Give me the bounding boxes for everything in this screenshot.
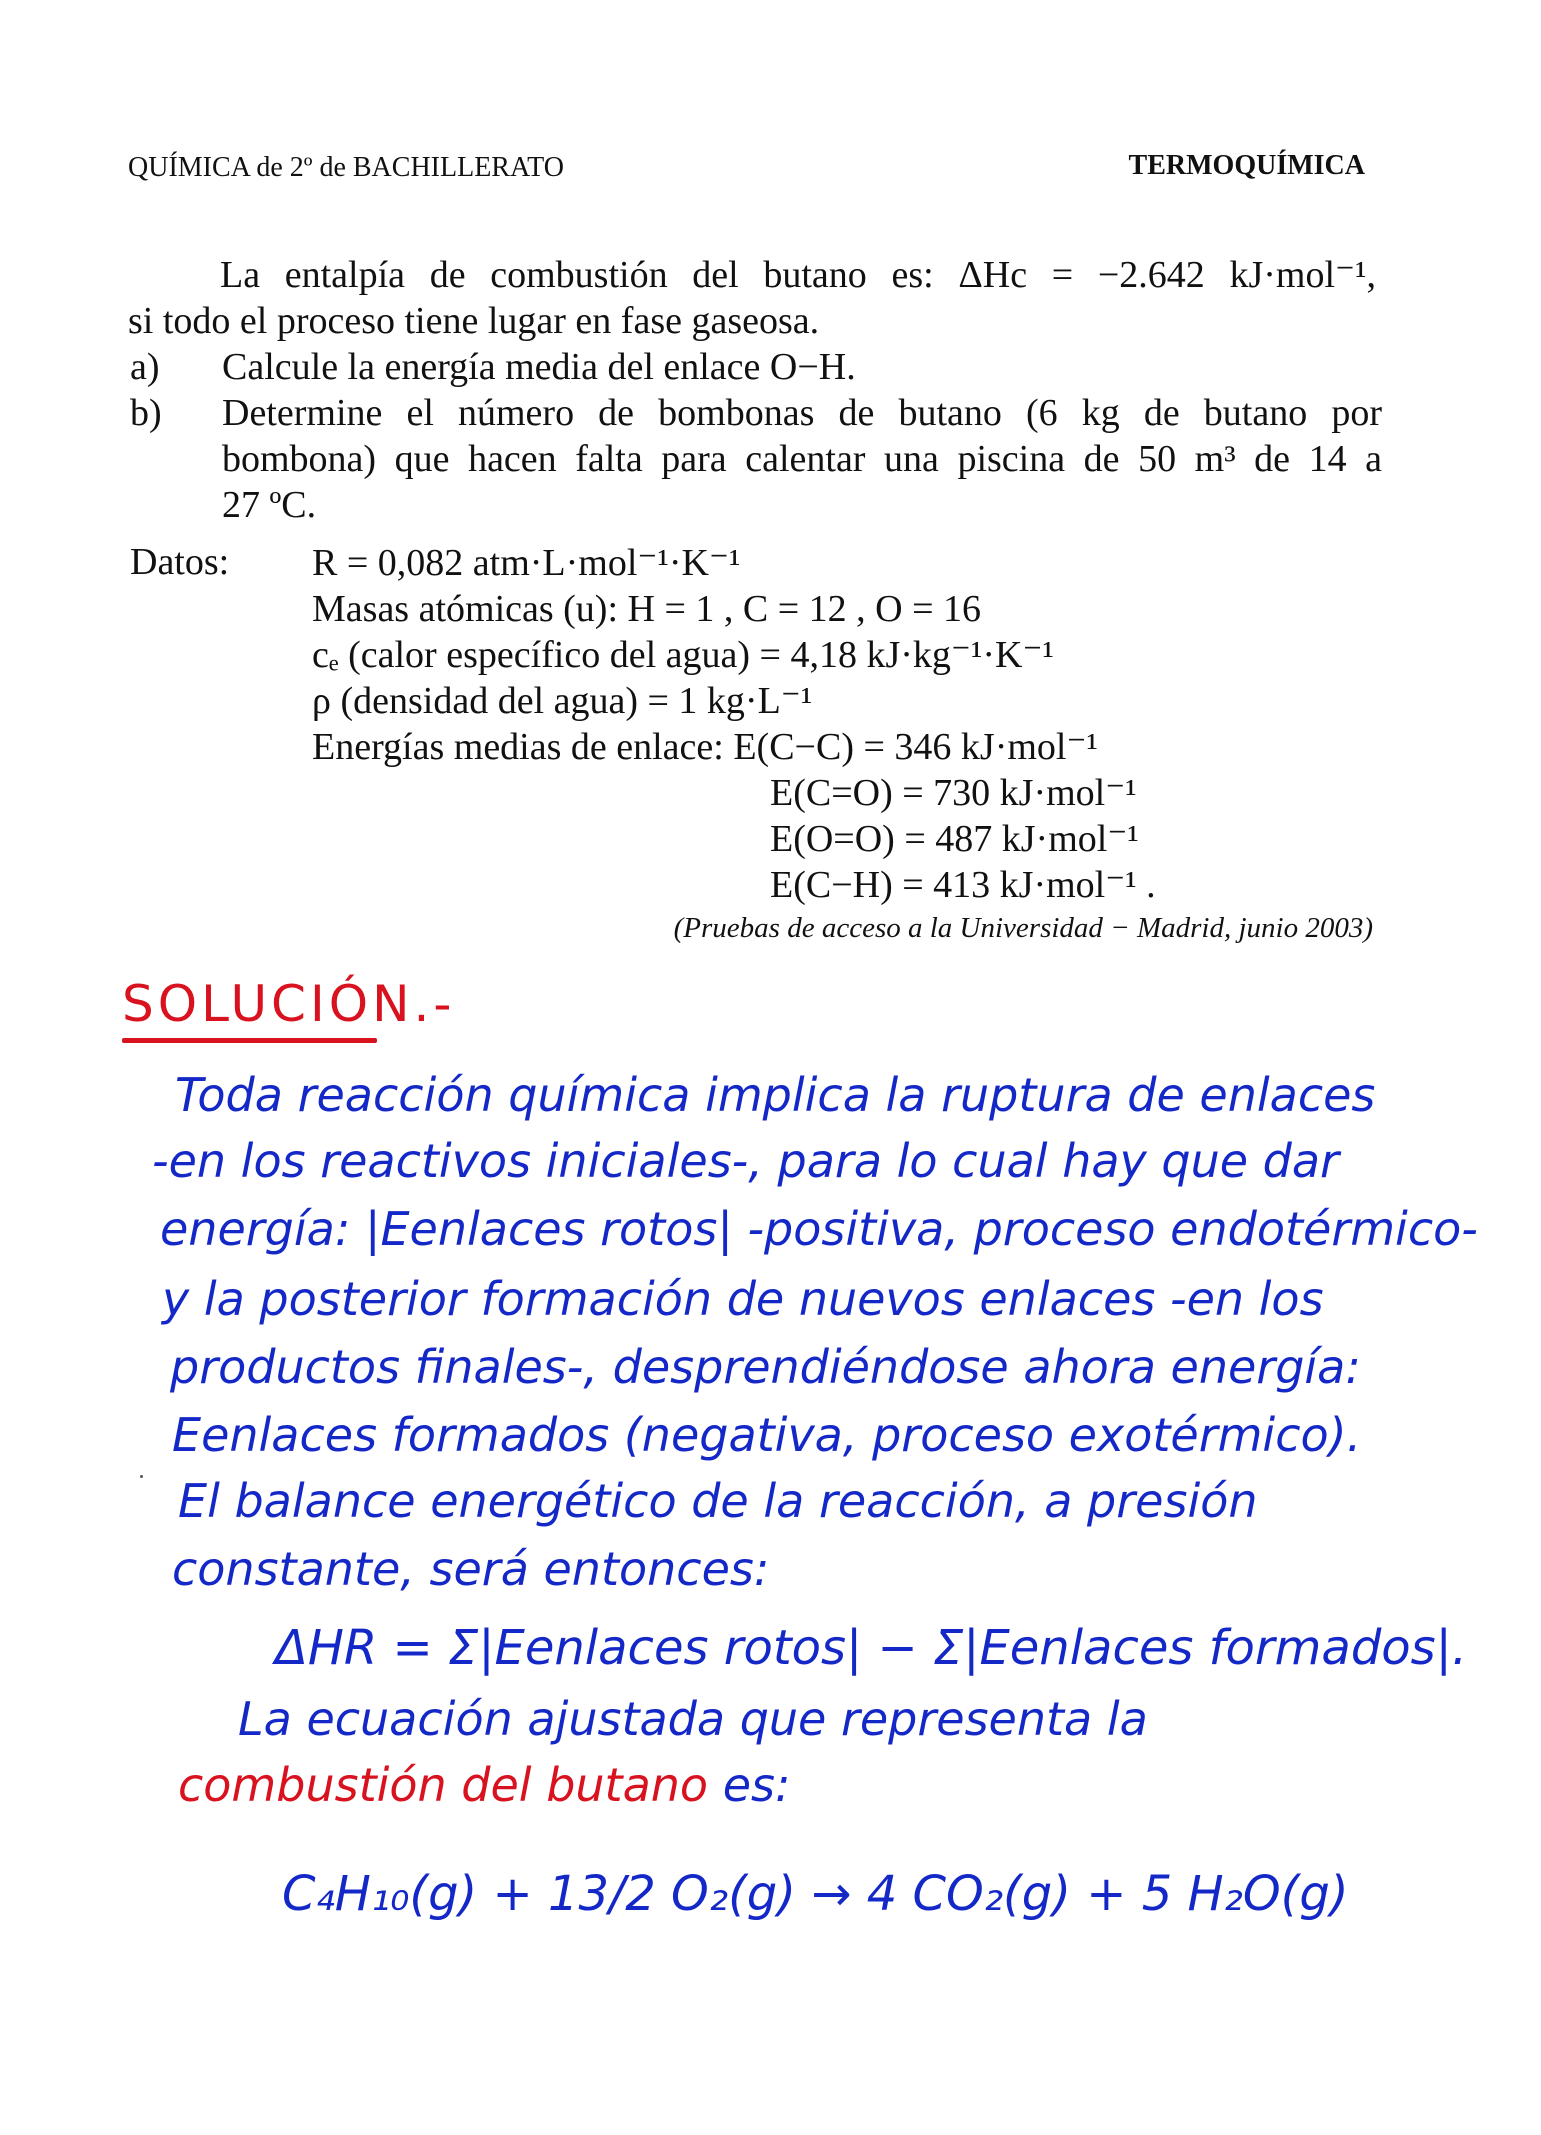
solution-line: El balance energético de la reacción, a presión <box>178 1474 1258 1528</box>
solution-line: Toda reacción química implica la ruptura de enlaces <box>175 1068 1376 1122</box>
ink-dot <box>140 1475 143 1478</box>
intro-line-1: La entalpía de combustión del butano es: ΔHc = −2.642 kJ·mol⁻¹, <box>220 254 1376 296</box>
bond-energy: E(O=O) = 487 kJ·mol⁻¹ <box>770 818 1139 860</box>
part-b-line-2: bombona) que hacen falta para calentar una piscina de 50 m³ de 14 a <box>222 438 1382 480</box>
solution-line: y la posterior formación de nuevos enlaces -en los <box>162 1272 1324 1326</box>
datos-item: Masas atómicas (u): H = 1 , C = 12 , O = 16 <box>312 588 982 630</box>
datos-label: Datos: <box>130 541 230 583</box>
solution-line: Eenlaces formados (negativa, proceso exotérmico). <box>172 1408 1362 1462</box>
problem-intro <box>128 252 1376 344</box>
datos-list <box>312 540 1098 770</box>
solution-line <box>178 1758 790 1812</box>
bond-energy: E(C=O) = 730 kJ·mol⁻¹ <box>770 772 1137 814</box>
part-b-line-1: Determine el número de bombonas de butano (6 kg de butano por <box>222 392 1382 434</box>
source-citation: (Pruebas de acceso a la Universidad − Madrid, junio 2003) <box>673 912 1373 944</box>
part-a-label: a) <box>130 346 160 388</box>
solution-title-underline <box>122 1038 377 1043</box>
part-b-line-3: 27 ºC. <box>222 484 317 526</box>
solution-line: energía: |Eenlaces rotos| -positiva, proceso endotérmico- <box>160 1202 1478 1256</box>
datos-item: ρ (densidad del agua) = 1 kg·L⁻¹ <box>312 680 813 722</box>
header-topic: TERMOQUÍMICA <box>1128 150 1365 181</box>
part-b-label: b) <box>130 392 162 434</box>
datos-item: Energías medias de enlace: E(C−C) = 346 kJ·mol⁻¹ <box>312 726 1098 768</box>
red-highlight-text: combustión del butano <box>178 1758 709 1812</box>
part-a-text: Calcule la energía media del enlace O−H. <box>222 346 856 388</box>
datos-item: cₑ (calor específico del agua) = 4,18 kJ·kg⁻¹·K⁻¹ <box>312 634 1054 676</box>
solution-line: constante, será entonces: <box>172 1542 770 1596</box>
combustion-reaction: C₄H₁₀(g) + 13/2 O₂(g) → 4 CO₂(g) + 5 H₂O(g) <box>282 1866 1349 1922</box>
solution-line: productos finales-, desprendiéndose ahora energía: <box>170 1340 1361 1394</box>
solution-title: SOLUCIÓN.- <box>122 975 456 1033</box>
datos-item: R = 0,082 atm·L·mol⁻¹·K⁻¹ <box>312 542 741 584</box>
solution-line: -en los reactivos iniciales-, para lo cual hay que dar <box>152 1134 1339 1188</box>
bond-energy: E(C−H) = 413 kJ·mol⁻¹ . <box>770 864 1156 906</box>
solution-line: La ecuación ajustada que representa la <box>238 1692 1148 1746</box>
solution-text: es: <box>722 1758 791 1812</box>
header-course: QUÍMICA de 2º de BACHILLERATO <box>128 152 564 183</box>
enthalpy-equation: ΔHR = Σ|Eenlaces rotos| − Σ|Eenlaces formados|. <box>275 1620 1468 1676</box>
intro-line-2: si todo el proceso tiene lugar en fase gaseosa. <box>128 300 820 342</box>
